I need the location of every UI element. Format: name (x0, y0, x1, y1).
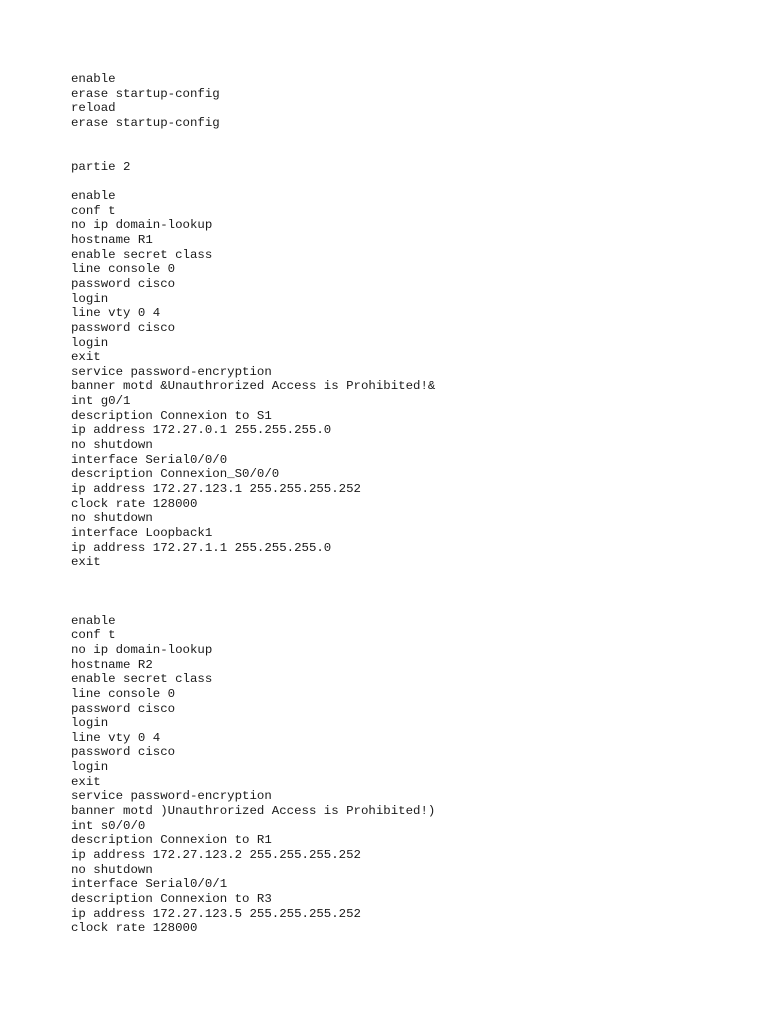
text-line: login (71, 291, 109, 306)
text-line: exit (71, 774, 101, 789)
text-line: enable secret class (71, 247, 213, 262)
text-line: enable (71, 613, 116, 628)
text-line (71, 570, 731, 585)
text-line: enable (71, 189, 116, 204)
text-line: exit (71, 350, 101, 365)
text-line: hostname R1 (71, 233, 153, 248)
text-line: clock rate 128000 (71, 921, 198, 936)
text-line (71, 174, 731, 189)
text-line: login (71, 335, 109, 350)
text-line: exit (71, 555, 101, 570)
text-line: password cisco (71, 701, 176, 716)
text-line: partie 2 (71, 159, 131, 174)
text-line: int s0/0/0 (71, 818, 146, 833)
text-line: description Connexion to R3 (71, 891, 272, 906)
text-line: ip address 172.27.123.2 255.255.255.252 (71, 847, 361, 862)
text-line: clock rate 128000 (71, 496, 198, 511)
text-line: no shutdown (71, 862, 153, 877)
text-line: ip address 172.27.0.1 255.255.255.0 (71, 423, 332, 438)
text-line: line console 0 (71, 686, 176, 701)
text-line: line vty 0 4 (71, 730, 161, 745)
text-line (71, 145, 731, 160)
text-line: password cisco (71, 276, 176, 291)
text-line: conf t (71, 628, 116, 643)
text-line: int g0/1 (71, 394, 131, 409)
text-line (71, 584, 731, 599)
text-line: enable secret class (71, 672, 213, 687)
text-line: conf t (71, 203, 116, 218)
text-line: description Connexion to R1 (71, 833, 272, 848)
text-line (71, 599, 731, 614)
text-line: no shutdown (71, 511, 153, 526)
text-line: ip address 172.27.123.1 255.255.255.252 (71, 481, 361, 496)
text-line: password cisco (71, 320, 176, 335)
text-line (71, 131, 731, 146)
text-line: login (71, 760, 109, 775)
text-line: no ip domain-lookup (71, 218, 213, 233)
text-line: reload (71, 101, 116, 116)
text-line: description Connexion_S0/0/0 (71, 467, 280, 482)
text-line: line vty 0 4 (71, 306, 161, 321)
text-line: interface Serial0/0/1 (71, 877, 228, 892)
text-line: ip address 172.27.1.1 255.255.255.0 (71, 540, 332, 555)
text-line: hostname R2 (71, 657, 153, 672)
text-line: interface Loopback1 (71, 525, 213, 540)
text-line: no ip domain-lookup (71, 642, 213, 657)
text-line: line console 0 (71, 262, 176, 277)
text-line: interface Serial0/0/0 (71, 452, 228, 467)
text-line: no shutdown (71, 438, 153, 453)
text-line: erase startup-config (71, 86, 220, 101)
text-line: login (71, 716, 109, 731)
text-line: banner motd &Unauthrorized Access is Prohibited!& (71, 379, 436, 394)
text-line: service password-encryption (71, 789, 272, 804)
text-line: description Connexion to S1 (71, 408, 272, 423)
text-line: erase startup-config (71, 115, 220, 130)
config-text-block (71, 72, 731, 936)
text-line: banner motd )Unauthrorized Access is Prohibited!) (71, 804, 436, 819)
text-line: password cisco (71, 745, 176, 760)
text-line: enable (71, 72, 116, 86)
text-line: service password-encryption (71, 364, 272, 379)
text-line: ip address 172.27.123.5 255.255.255.252 (71, 906, 361, 921)
